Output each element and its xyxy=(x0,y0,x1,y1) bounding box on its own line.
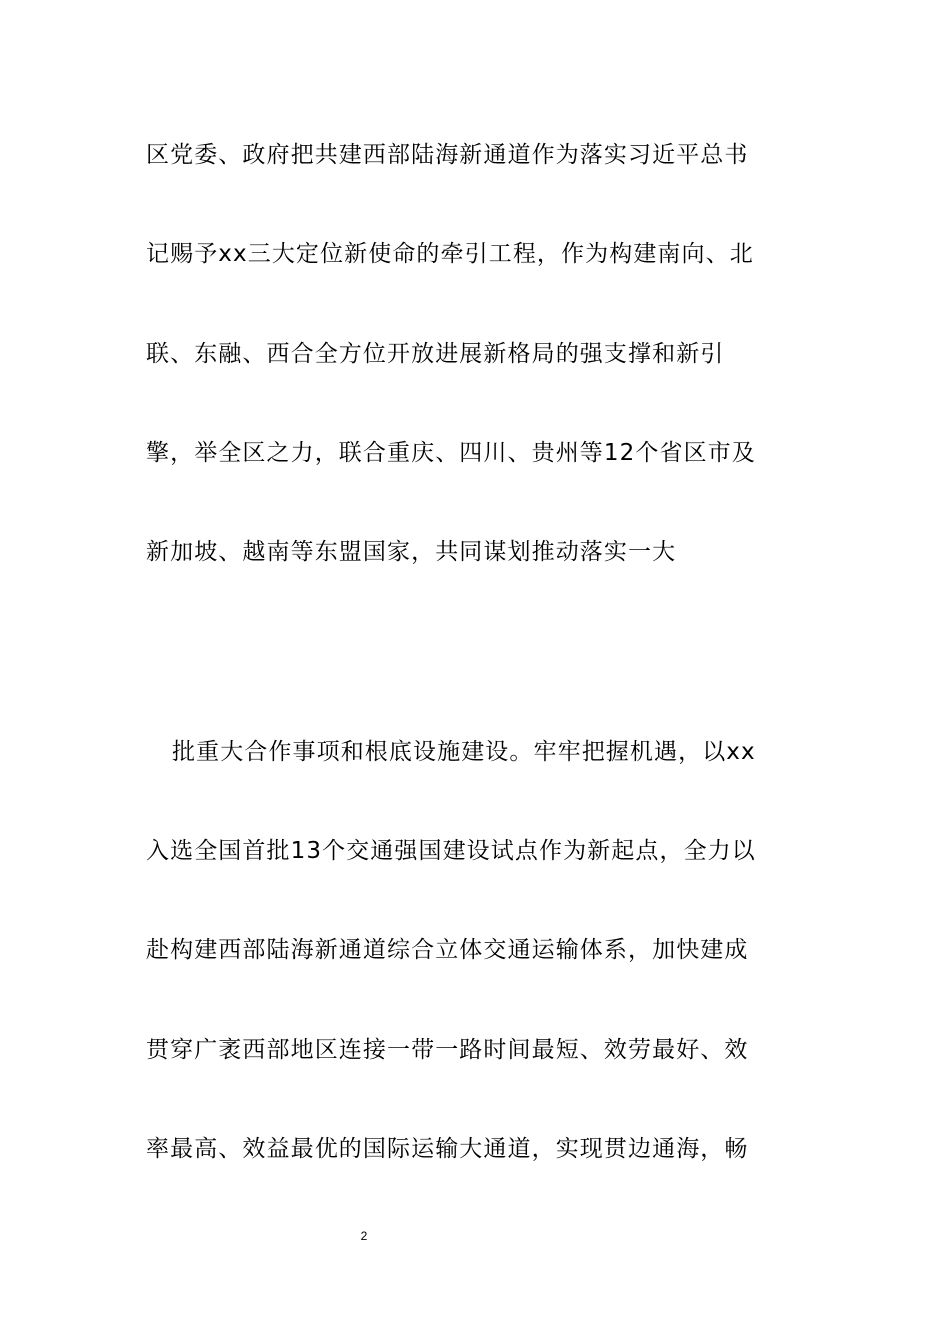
paragraph-1-line-4: 擎，举全区之力，联合重庆、四川、贵州等12个省区市及 xyxy=(146,440,756,466)
paragraph-1-line-2: 记赐予xx三大定位新使命的牵引工程，作为构建南向、北 xyxy=(146,241,754,267)
page-number: 2 xyxy=(360,1229,368,1243)
paragraph-2-line-1: 批重大合作事项和根底设施建设。牢牢把握机遇，以xx xyxy=(172,739,756,765)
paragraph-2-line-5: 率最高、效益最优的国际运输大通道，实现贯边通海，畅 xyxy=(146,1136,749,1162)
paragraph-2-line-4: 贯穿广袤西部地区连接一带一路时间最短、效劳最好、效 xyxy=(146,1037,749,1063)
paragraph-1-line-1: 区党委、政府把共建西部陆海新通道作为落实习近平总书 xyxy=(146,142,749,168)
paragraph-2-line-2: 入选全国首批13个交通强国建设试点作为新起点，全力以 xyxy=(146,838,756,864)
paragraph-2-line-3: 赴构建西部陆海新通道综合立体交通运输体系，加快建成 xyxy=(146,937,749,963)
paragraph-1-line-5: 新加坡、越南等东盟国家，共同谋划推动落实一大 xyxy=(146,539,677,565)
paragraph-1-line-3: 联、东融、西合全方位开放进展新格局的强支撑和新引 xyxy=(146,341,725,367)
